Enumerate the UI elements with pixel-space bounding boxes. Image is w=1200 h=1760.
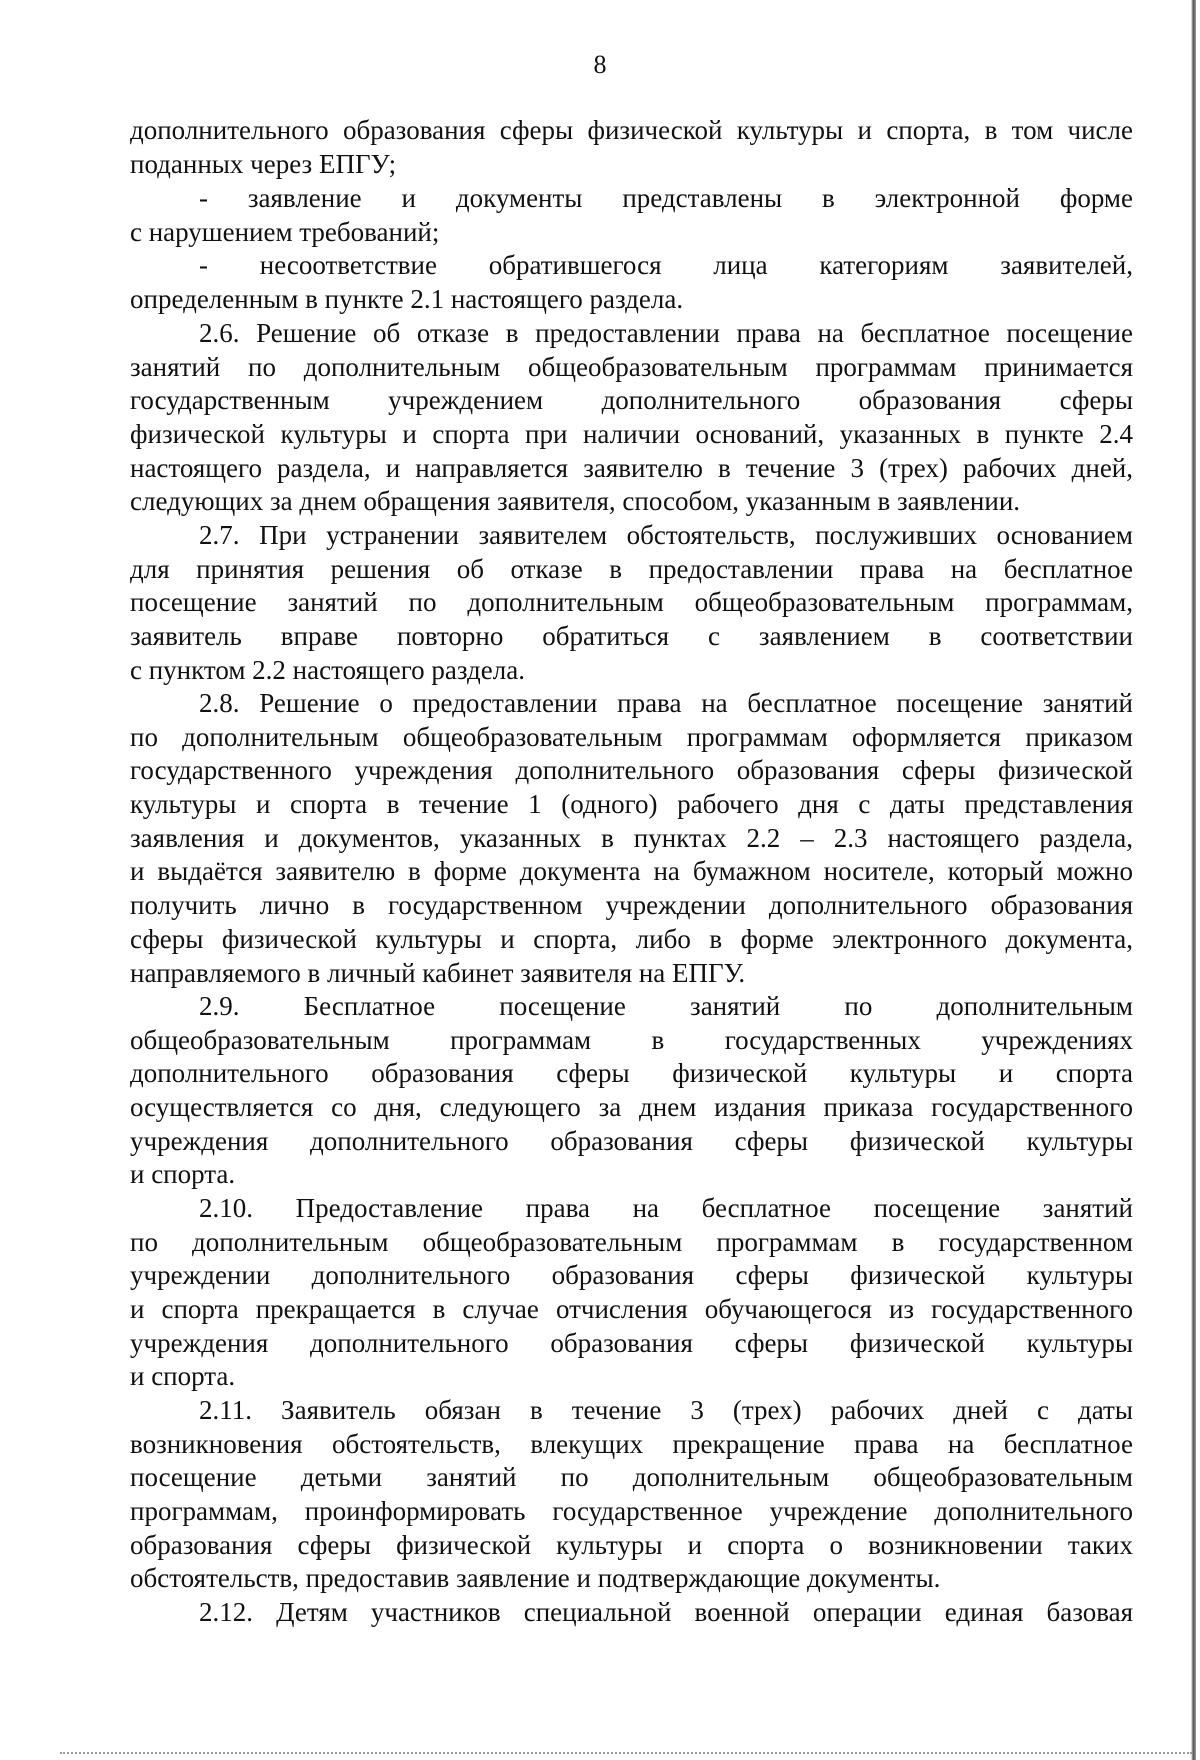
paragraph-clause-2-7 [130,519,1133,687]
text-line: 2.10. Предоставление права на бесплатное посещение занятий [199,1193,1133,1223]
text-line: культуры и спорта в течение 1 (одного) рабочего дня с даты представления [130,789,1133,820]
text-line: образования сферы физической культуры и спорта о возникновении таких [130,1529,1133,1560]
paragraph-clause-2-10 [130,1192,1133,1394]
text-line: 2.6. Решение об отказе в предоставлении права на бесплатное посещение [199,318,1133,348]
text-line: заявитель вправе повторно обратиться с заявлением в соответствии [130,621,1133,652]
text-line: для принятия решения об отказе в предоставлении права на бесплатное [130,553,1133,584]
text-line: и спорта. [130,1361,236,1392]
text-line: настоящего раздела, и направляется заявителю в течение 3 (трех) рабочих дней, [130,452,1133,483]
paragraph-clause-2-8 [130,687,1133,990]
scan-edge-right [1191,0,1196,1760]
text-line: с нарушением требований; [130,216,440,247]
scan-edge-bottom [60,1752,1192,1754]
text-line: физической культуры и спорта при наличии оснований, указанных в пункте 2.4 [130,419,1133,450]
paragraph-clause-2-12 [130,1596,1133,1630]
text-line: обстоятельств, предоставив заявление и подтверждающие документы. [130,1563,941,1594]
page-number: 8 [593,50,607,79]
text-line: 2.11. Заявитель обязан в течение 3 (трех) рабочих дней с даты [199,1395,1133,1425]
paragraph-reason-electronic-form [130,182,1133,249]
text-line: занятий по дополнительным общеобразовательным программам принимается [130,351,1133,382]
paragraph-continuation [130,114,1133,181]
paragraph-clause-2-9 [130,990,1133,1192]
text-line: 2.8. Решение о предоставлении права на бесплатное посещение занятий [199,688,1133,718]
text-line: и выдаётся заявителю в форме документа на бумажном носителе, который можно [130,856,1133,887]
text-line: осуществляется со дня, следующего за днем издания приказа государственного [130,1092,1133,1123]
text-line: учреждении дополнительного образования сферы физической культуры [130,1260,1133,1291]
text-line: и спорта. [130,1159,236,1190]
text-line: дополнительного образования сферы физической культуры и спорта [130,1058,1133,1089]
text-line: сферы физической культуры и спорта, либо в форме электронного документа, [130,923,1133,954]
paragraph-clause-2-6 [130,317,1133,519]
text-line: дополнительного образования сферы физической культуры и спорта, в том числе [130,115,1133,145]
text-line: следующих за днем обращения заявителя, способом, указанным в заявлении. [130,486,1021,517]
text-line: государственным учреждением дополнительного образования сферы [130,385,1133,416]
text-line: направляемого в личный кабинет заявителя на ЕПГУ. [130,957,746,988]
text-line: с пунктом 2.2 настоящего раздела. [130,654,525,685]
text-line: посещение детьми занятий по дополнительным общеобразовательным [130,1462,1133,1493]
text-line: по дополнительным общеобразовательным программам оформляется приказом [130,721,1133,752]
text-line: учреждения дополнительного образования сферы физической культуры [130,1327,1133,1358]
paragraph-reason-category [130,249,1133,316]
text-line: возникновения обстоятельств, влекущих прекращение права на бесплатное [130,1428,1133,1459]
text-line: 2.7. При устранении заявителем обстоятельств, послуживших основанием [199,520,1133,550]
text-line: по дополнительным общеобразовательным программам в государственном [130,1226,1133,1257]
paragraph-clause-2-11 [130,1394,1133,1596]
text-line: 2.12. Детям участников специальной военной операции единая базовая [199,1597,1133,1627]
text-line: заявления и документов, указанных в пунктах 2.2 – 2.3 настоящего раздела, [130,822,1133,853]
text-line: государственного учреждения дополнительного образования сферы физической [130,755,1133,786]
text-line: учреждения дополнительного образования сферы физической культуры [130,1125,1133,1156]
text-line: определенным в пункте 2.1 настоящего раздела. [130,283,684,314]
text-line: посещение занятий по дополнительным общеобразовательным программам, [130,587,1133,618]
text-line: получить лично в государственном учреждении дополнительного образования [130,890,1133,921]
text-line: и спорта прекращается в случае отчисления обучающегося из государственного [130,1294,1133,1325]
text-line: - несоответствие обратившегося лица категориям заявителей, [199,250,1133,280]
text-line: общеобразовательным программам в государственных учреждениях [130,1024,1133,1055]
text-line: - заявление и документы представлены в электронной форме [199,183,1133,213]
text-line: поданных через ЕПГУ; [130,148,397,179]
text-line: программам, проинформировать государственное учреждение дополнительного [130,1496,1133,1527]
text-line: 2.9. Бесплатное посещение занятий по дополнительным [199,991,1133,1021]
